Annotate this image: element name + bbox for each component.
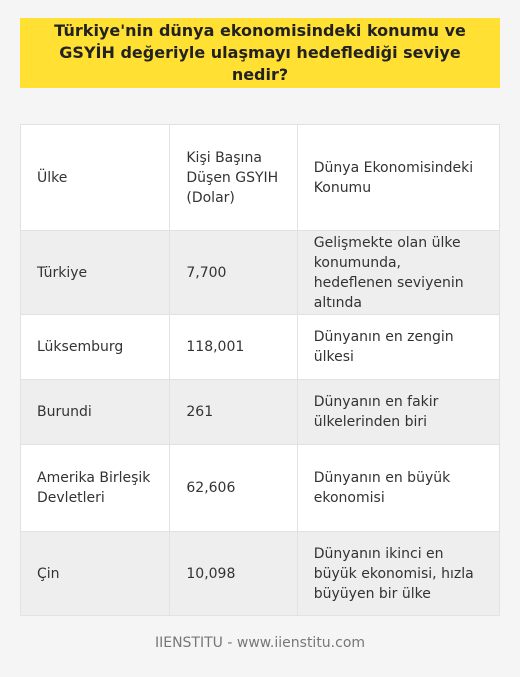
gdp-table	[20, 124, 500, 616]
table-row	[21, 532, 500, 616]
table-row	[21, 445, 500, 532]
header-country: Ülke	[21, 125, 170, 231]
position-cell: Dünyanın en fakir ülkelerinden biri	[297, 380, 499, 445]
country-cell: Türkiye	[21, 231, 170, 315]
header-gdp-per-capita: Kişi Başına Düşen GSYIH (Dolar)	[170, 125, 297, 231]
footer-credit: IIENSTITU - www.iienstitu.com	[154, 635, 366, 651]
position-cell: Dünyanın ikinci en büyük ekonomisi, hızla büyüyen bir ülke	[297, 532, 499, 616]
page-title: Türkiye'nin dünya ekonomisindeki konumu ve GSYİH değeriyle ulaşmayı hedeflediği seviye nedir?	[54, 21, 466, 84]
table-row	[21, 380, 500, 445]
gdp-cell: 7,700	[170, 231, 297, 315]
table-row	[21, 315, 500, 380]
country-cell: Çin	[21, 532, 170, 616]
position-cell: Dünyanın en büyük ekonomisi	[297, 445, 499, 532]
country-cell: Lüksemburg	[21, 315, 170, 380]
table-row	[21, 231, 500, 315]
country-cell: Amerika Birleşik Devletleri	[21, 445, 170, 532]
table-header-row	[21, 125, 500, 231]
position-cell: Gelişmekte olan ülke konumunda, hedeflenen seviyenin altında	[297, 231, 499, 315]
gdp-cell: 118,001	[170, 315, 297, 380]
position-cell: Dünyanın en zengin ülkesi	[297, 315, 499, 380]
gdp-cell: 261	[170, 380, 297, 445]
header-economic-position: Dünya Ekonomisindeki Konumu	[297, 125, 499, 231]
country-cell: Burundi	[21, 380, 170, 445]
gdp-cell: 62,606	[170, 445, 297, 532]
gdp-cell: 10,098	[170, 532, 297, 616]
title-banner	[20, 18, 500, 88]
